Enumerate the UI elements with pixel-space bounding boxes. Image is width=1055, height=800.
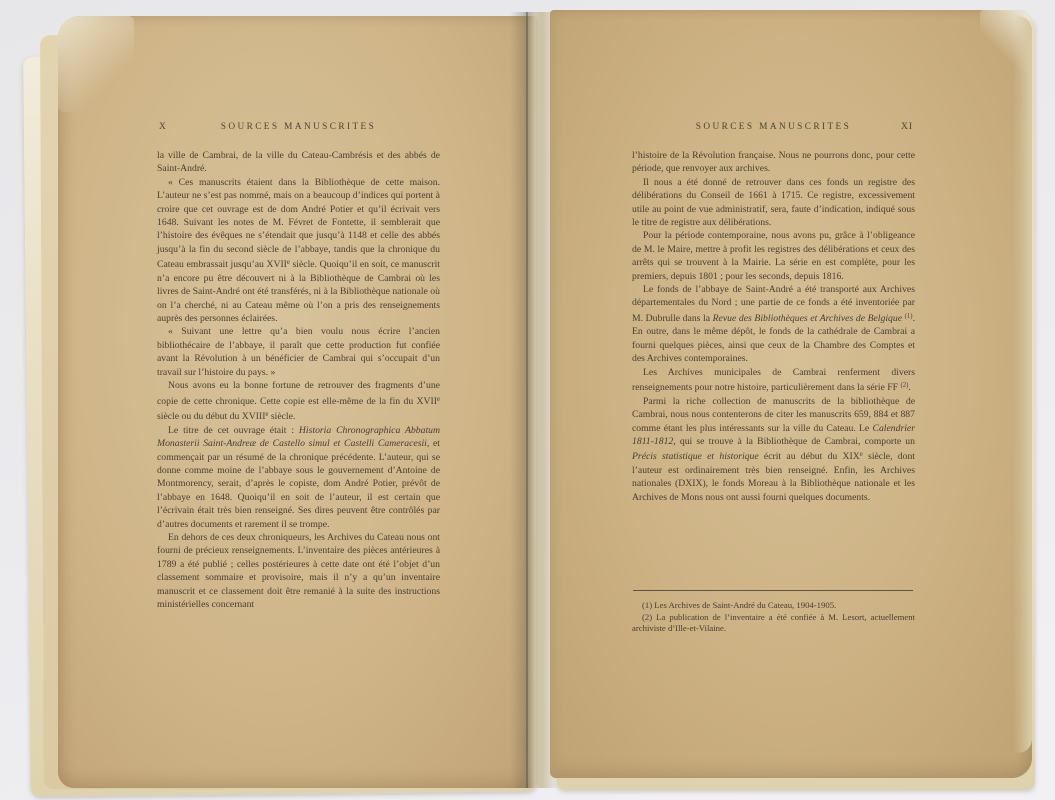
paragraph	[632, 612, 915, 635]
text-segment: , qui se trouve à la Bibliothèque de Cambrai, comporte un	[673, 435, 915, 447]
text-segment: Calendrier 1811-1812	[632, 422, 915, 447]
footnote-list	[632, 600, 915, 635]
left-page-header	[157, 122, 440, 135]
left-page-corner-wear	[58, 16, 134, 112]
text-segment: En dehors de ces deux chroniqueurs, les Archives du Cateau nous ont fourni de précieux renseignements. L’inventaire des pièces antérieures à 1789 a été publié ; celles postérieures à cette date ont été l’objet d’un classement sommaire et provisoire, mais il n’y a qu’un inventaire manuscrit et ce classement doit être remanié à la suite des instructions ministérielles concernant	[157, 531, 440, 610]
text-segment: « Ces manuscrits étaient dans la Bibliothèque de cette maison. L’auteur ne s’est pas nommé, mais on a beaucoup d’indices qui portent à croire que cet ouvrage est de dom André Potier et qu’il écrivait vers 1648. Suivant les notes de M. Févret de Fontette, il semblerait que l’histoire des évêques ne s’étendait que jusqu’à 1148 et celle des abbés jusqu’à la fin du second siècle de l’abbaye, tandis que la chronique du Cateau embrassait jusqu’au XVII	[157, 176, 440, 271]
text-segment: Historia Chronographica Abbatum Monasterii Saint-Andreæ de Castello simul et Castelli Cameracesii,	[157, 424, 440, 450]
text-segment: Parmi la riche collection de manuscrits de la bibliothèque de Cambrai, nous nous contenterons de citer les manuscrits 659, 884 et 887 comme étant les plus intéressants sur la ville du Cateau. Le	[632, 395, 915, 434]
text-segment: e	[286, 259, 290, 267]
paragraph	[157, 325, 440, 379]
text-segment: (2)	[900, 382, 909, 390]
text-segment: et commençait par un résumé de la chronique précédente. L’auteur, qui se donne comme moine de l’abbaye sous le gouvernement d’Antoine de Montmorency, serait, d’après le copiste, dom André Potier, prévôt de l’abbaye en 1648. Quoiqu’il en soit de l’auteur, il est certain que l’écrivain était très bien renseigné. Ses dires peuvent être contrôlés par d’autres documents et rarement il se trompe.	[157, 438, 440, 530]
paragraph	[157, 531, 440, 611]
left-page-number: X	[159, 122, 167, 132]
paragraph	[632, 600, 915, 612]
text-segment: (1)	[904, 312, 913, 320]
text-segment: siècle. Quoiqu’il en soit, ce manuscrit n’a encore pu être découvert ni à la Bibliothèque de Cambrai où les livres de Saint-André ont été transférés, ni à la Bibliothèque nationale où on l’a cherché, ni au Cateau même où l’on a pris des renseignements auprès des personnes éclairées.	[157, 259, 440, 325]
text-segment: Le titre de cet ouvrage était :	[168, 424, 299, 436]
text-segment: Les Archives municipales de Cambrai renferment divers renseignements pour notre histoire, particulièrement dans la série FF	[632, 366, 915, 394]
text-segment: Revue des Bibliothèques et Archives de Belgique	[712, 313, 903, 325]
right-page-edge-highlight	[1014, 16, 1032, 753]
text-segment: siècle.	[268, 411, 296, 423]
paragraph	[157, 176, 440, 326]
footnote-section	[632, 590, 915, 635]
text-segment: (1) Les Archives de Saint-André du Cateau, 1904-1905.	[642, 600, 837, 610]
text-segment: Précis statistique et historique	[632, 451, 759, 463]
right-running-title: SOURCES MANUSCRITES	[695, 122, 852, 132]
footnote-rule	[633, 590, 913, 591]
paragraph	[157, 379, 440, 424]
text-segment: Pour la période contemporaine, nous avons pu, grâce à l’obligeance de M. le Maire, mettre à profit les registres des délibérations et ceux des arrêts qui se trouvent à la Mairie. La série en est complète, pour les premiers, depuis 1801 ; pour les seconds, depuis 1816.	[632, 230, 915, 282]
text-segment: écrit au début du XIX	[758, 451, 860, 463]
text-segment: . En outre, dans le même dépôt, le fonds de la cathédrale de Cambrai a fourni quelques pièces, ainsi que ceux de la Chambre des Comptes et des Archives contemporaines.	[632, 313, 915, 365]
text-segment: la ville de Cambrai, de la ville du Cateau-Cambrésis et des abbés de Saint-André.	[157, 150, 440, 175]
text-segment: (2) La publication de l’inventaire a été confiée à M. Lesort, actuellement archiviste d’Ille-et-Vilaine.	[632, 611, 915, 634]
text-segment: « Suivant une lettre qu’a bien voulu nous écrire l’ancien bibliothécaire de l’abbaye, il paraît que cette production fut confiée avant la Révolution à un bénéficier de Cambrai qui s’occupait d’un travail sur l’histoire du pays. »	[157, 326, 440, 378]
text-segment: .	[908, 382, 911, 394]
text-segment: siècle, dont l’auteur est ordinairement très bien renseigné. Enfin, les Archives nationales (DXIX), le fonds Moreau à la Bibliothèque nationale et les Archives de Mons nous ont aussi fourni quelques documents.	[632, 451, 916, 503]
text-segment: Il nous a été donné de retrouver dans ces fonds un registre des délibérations du Conseil de 1661 à 1715. Ce registre, excessivement utile au point de vue administratif, sera, faute d’indication, indiqué sous le titre de registre aux délibérations.	[632, 176, 915, 229]
paragraph	[632, 283, 915, 366]
text-segment: e	[265, 411, 269, 419]
text-segment: siècle ou du début du XVIII	[157, 411, 266, 423]
right-page-body	[632, 149, 915, 504]
right-page-header	[632, 122, 915, 135]
text-segment: Le fonds de l’abbaye de Saint-André a été transporté aux Archives départementales du Nord ; une partie de ce fonds a été inventoriée par M. Dubrulle dans la	[632, 284, 915, 325]
paragraph	[157, 149, 440, 176]
left-running-title: SOURCES MANUSCRITES	[220, 122, 377, 132]
text-segment: e	[859, 451, 863, 459]
paragraph	[157, 424, 440, 531]
paragraph	[632, 395, 915, 504]
text-segment: l’histoire de la Révolution française. Nous ne pourrons donc, pour cette période, que renvoyer aux archives.	[632, 150, 915, 175]
right-page-content	[632, 122, 916, 634]
paragraph	[632, 176, 915, 230]
book-gutter	[510, 12, 560, 788]
text-segment: Nous avons eu la bonne fortune de retrouver des fragments d’une copie de cette chronique. Cette copie est elle-même de la fin du XVII	[157, 380, 440, 407]
paragraph	[632, 366, 915, 395]
right-page-number: XI	[900, 122, 913, 132]
left-page-content	[157, 122, 440, 611]
paragraph	[632, 149, 915, 176]
gutter-seam	[526, 12, 528, 788]
left-page-body	[157, 149, 440, 611]
paragraph	[632, 229, 915, 283]
text-segment: e	[436, 395, 440, 403]
